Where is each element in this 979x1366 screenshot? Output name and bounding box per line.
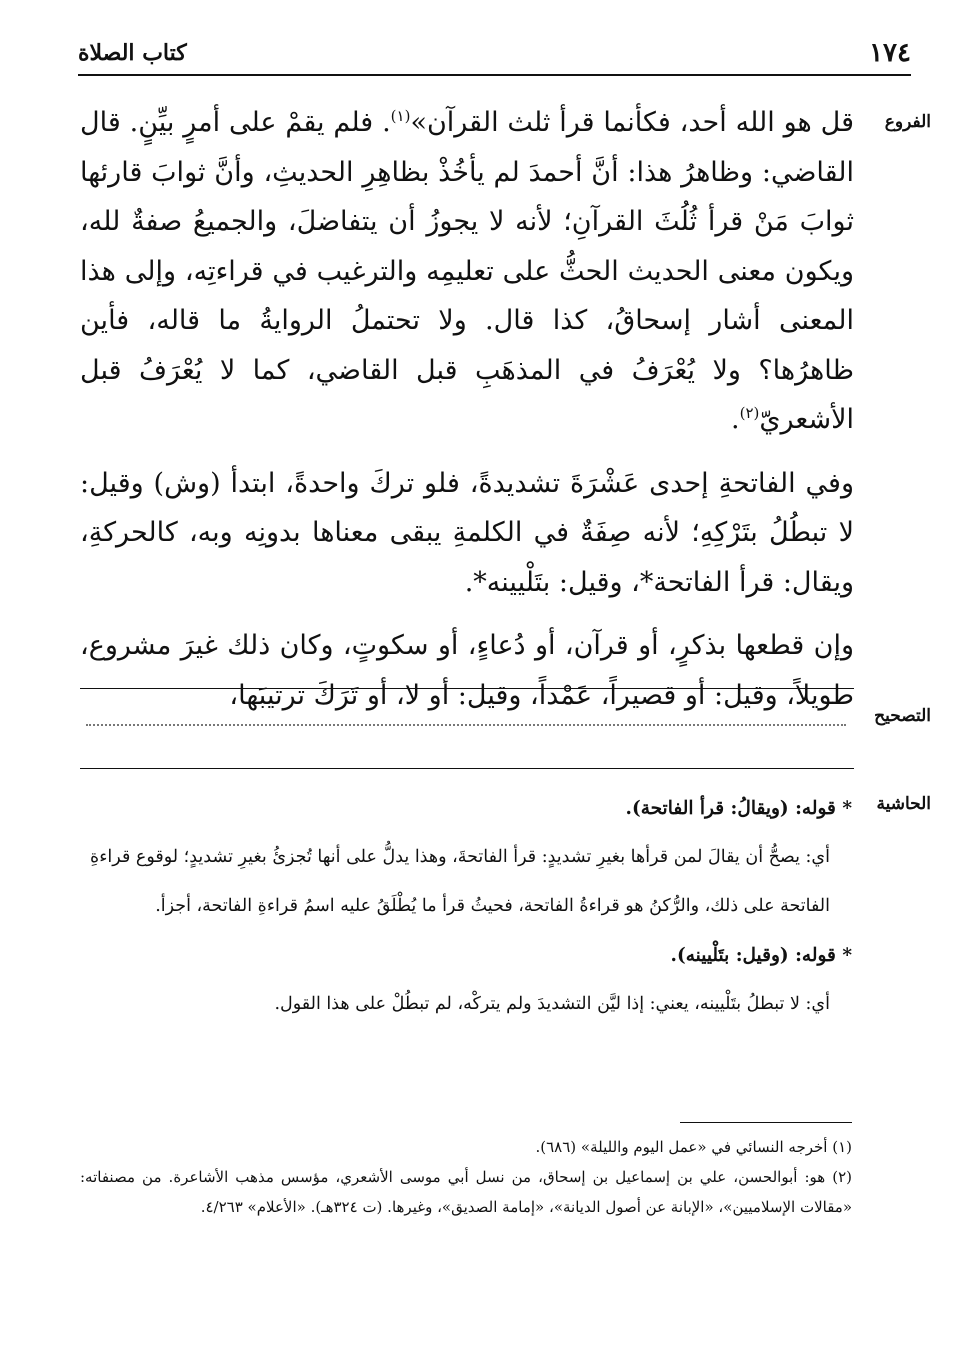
hashiya-comment-1: أي: يصحُّ أن يقالَ لمن قرأها بغيرِ تشديدٍ: قرأ الفاتحةَ، وهذا يدلُّ على أنها تُجزئُ بغيرِ تشديدٍ؛ لوقوع قراءةِ الفاتحة على ذلك، والرُّكنُ هو قراءةُ الفاتحة، فحيثُ قرأ ما يُطْلَقُ عليه اسمُ قراءةِ الفاتحة، أجزأ. bbox=[90, 847, 830, 916]
hashiya-quote-2: * قوله: (وقيل: بتَلْيينه). bbox=[670, 945, 852, 966]
main-paragraph-1 bbox=[80, 98, 854, 445]
footnote-ref-1: (١) bbox=[390, 107, 411, 125]
main-paragraph-3: وإن قطعها بذكرٍ، أو قرآن، أو دُعاءٍ، أو سكوتٍ، وكان ذلك غيرَ مشروع، طويلاً، وقيل: أو قصيراً، عَمْداً، وقيل: أو لا، أو تَرَكَ ترتيبَها، bbox=[80, 630, 854, 711]
book-title: كتاب الصلاة bbox=[78, 40, 187, 66]
label-tashih: التصحيح bbox=[874, 706, 931, 726]
page-number: ١٧٤ bbox=[869, 38, 911, 68]
main-p1-body: . فلم يقمْ على أمرٍ بيِّنٍ. قال القاضي: وظاهرُ هذا: أنَّ أحمدَ لم يأخُذْ بظاهِرِ الحديثِ، وأنَّ ثوابَ قارئها ثوابَ مَنْ قرأ ثُلُثَ القرآنِ؛ لأنه لا يجوزُ أن يتفاضلَ، والجميعُ صفةٌ لله، ويكون معنى الحديث الحثُّ على تعليمِه والترغيب في قراءتِه، وإلى هذا المعنى أشار إسحاقُ، كذا قال. ولا تحتملُ الروايةُ ما قاله، فأين ظاهرُها؟ ولا يُعْرَفُ في المذهَبِ قبل القاضي، كما لا يُعْرَفُ قبل الأشعريّ bbox=[80, 107, 854, 435]
hashiya-quote-1: * قوله: (ويقالُ: قرأ الفاتحة). bbox=[625, 798, 852, 819]
footnote-1: (١) أخرجه النسائي في «عمل اليوم والليلة» (٦٨٦). bbox=[535, 1138, 852, 1156]
footnote-ref-2: (٢) bbox=[739, 404, 760, 422]
label-furu: الفروع bbox=[884, 112, 931, 132]
main-p1-start: قل هو الله أحد، فكأنما قرأ ثلث القرآن» bbox=[410, 107, 855, 138]
footnotes bbox=[80, 1132, 852, 1222]
label-hashiya: الحاشية bbox=[876, 794, 931, 814]
tashih-top-rule bbox=[80, 688, 854, 689]
hashiya-comment-2: أي: لا تبطلُ بتَلْيينه، يعني: إذا ليَّن التشديدَ ولم يتركْه، لم تبطُلْ على هذا القول. bbox=[274, 994, 830, 1014]
hashiya-top-rule bbox=[80, 768, 854, 769]
tashih-dotted-line bbox=[86, 724, 846, 726]
main-paragraph-2: وفي الفاتحةِ إحدى عَشْرَةَ تشديدةً، فلو تركَ واحدةً، ابتدأ (وش) وقيل: لا تبطُلُ بتَرْكِهِ؛ لأنه صِفَةٌ في الكلمةِ يبقى معناها بدونِه وبه، كالحركةِ، ويقال: قرأ الفاتحة*، وقيل: بتَلْيينه*. bbox=[80, 467, 854, 598]
page-header bbox=[78, 34, 911, 74]
footnote-rule bbox=[680, 1122, 852, 1123]
header-rule bbox=[78, 74, 911, 76]
footnote-2: (٢) هو: أبوالحسن، علي بن إسماعيل بن إسحاق، من نسل أبي موسى الأشعري، مؤسس مذهب الأشاعرة. من مصنفاته: «مقالات الإسلاميين»، «الإبانة عن أصول الديانة»، «إمامة الصديق»، وغيرها. (ت ٣٢٤هـ). «الأعلام» ٤/٢٦٣. bbox=[80, 1168, 852, 1216]
hashiya-text bbox=[80, 784, 852, 1029]
main-p1-end: . bbox=[731, 404, 740, 435]
main-text bbox=[80, 98, 854, 720]
